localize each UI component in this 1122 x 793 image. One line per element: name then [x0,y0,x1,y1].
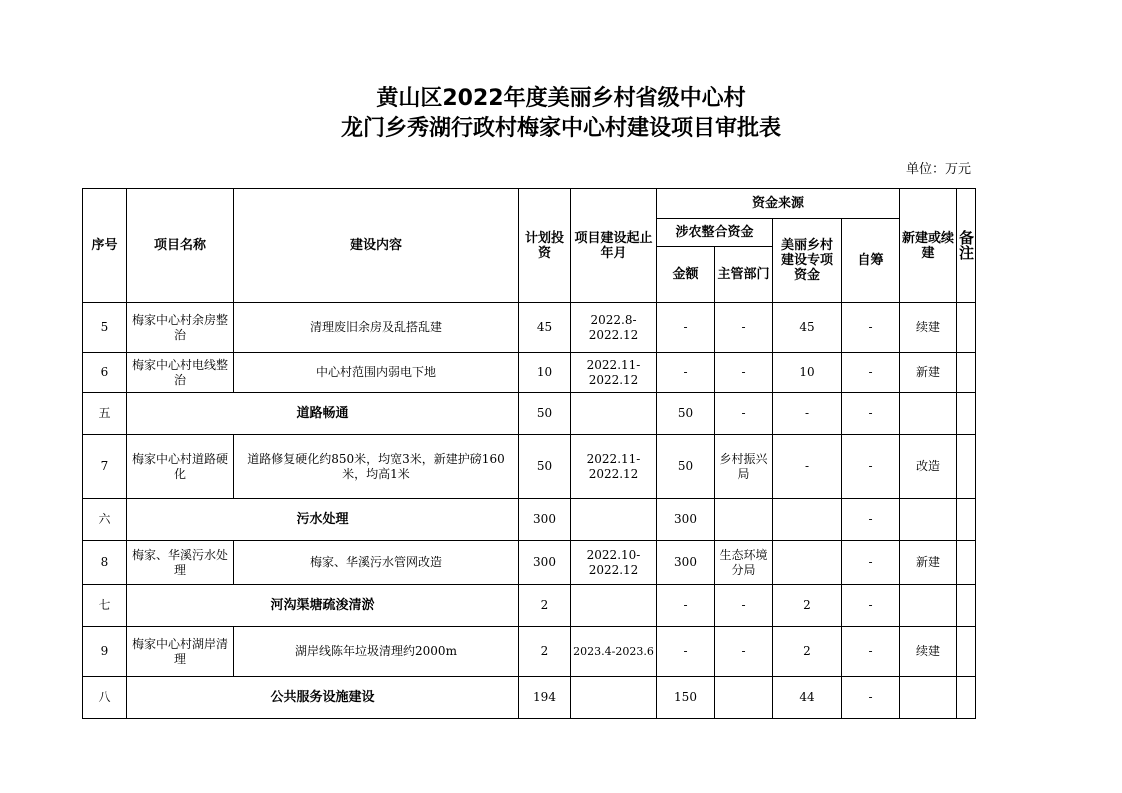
cell-seq: 9 [83,627,127,677]
cell-remark [957,585,976,627]
section-row [83,499,976,541]
cell-name: 梅家中心村余房整治 [127,303,234,353]
cell-type: 新建 [900,541,957,585]
cell-amount: 50 [657,435,715,499]
cell-self: - [842,393,900,435]
header-amount: 金额 [657,247,715,303]
header-remarks: 备注 [957,189,976,303]
approval-table [82,188,976,719]
cell-remark [957,499,976,541]
header-dept: 主管部门 [715,247,773,303]
cell-name: 梅家、华溪污水处理 [127,541,234,585]
cell-period [571,499,657,541]
cell-self: - [842,541,900,585]
section-row [83,677,976,719]
cell-period [571,677,657,719]
cell-remark [957,353,976,393]
cell-amount: - [657,585,715,627]
table-row [83,435,976,499]
cell-meili: 10 [773,353,842,393]
cell-type [900,585,957,627]
section-title: 污水处理 [127,499,519,541]
section-title: 道路畅通 [127,393,519,435]
cell-amount: - [657,303,715,353]
cell-dept: 乡村振兴局 [715,435,773,499]
cell-self: - [842,435,900,499]
cell-period: 2023.4-2023.6 [571,627,657,677]
document-title-line1: 黄山区2022年度美丽乡村省级中心村 [376,86,746,111]
cell-meili: - [773,393,842,435]
cell-period [571,393,657,435]
cell-seq: 7 [83,435,127,499]
cell-remark [957,627,976,677]
section-title: 河沟渠塘疏浚清淤 [127,585,519,627]
cell-period: 2022.11-2022.12 [571,353,657,393]
cell-type: 改造 [900,435,957,499]
cell-period [571,585,657,627]
cell-type [900,677,957,719]
cell-seq: 七 [83,585,127,627]
section-title: 公共服务设施建设 [127,677,519,719]
document-title-line2: 龙门乡秀湖行政村梅家中心村建设项目审批表 [340,116,781,141]
cell-meili: 2 [773,627,842,677]
table-row [83,353,976,393]
table-row [83,541,976,585]
cell-meili: 44 [773,677,842,719]
cell-dept [715,677,773,719]
cell-meili [773,499,842,541]
cell-meili: 2 [773,585,842,627]
cell-dept: - [715,393,773,435]
cell-name: 梅家中心村湖岸清理 [127,627,234,677]
cell-content: 清理废旧余房及乱搭乱建 [234,303,519,353]
cell-amount: 300 [657,499,715,541]
cell-amount: - [657,353,715,393]
cell-seq: 6 [83,353,127,393]
cell-meili: 45 [773,303,842,353]
cell-name: 梅家中心村道路硬化 [127,435,234,499]
cell-invest: 50 [519,393,571,435]
cell-content: 道路修复硬化约850米，均宽3米，新建护磅160米，均高1米 [234,435,519,499]
header-seq: 序号 [83,189,127,303]
cell-amount: 300 [657,541,715,585]
cell-name: 梅家中心村电线整治 [127,353,234,393]
header-period: 项目建设起止年月 [571,189,657,303]
cell-invest: 50 [519,435,571,499]
header-self-raised: 自筹 [842,219,900,303]
cell-dept [715,499,773,541]
cell-period: 2022.10-2022.12 [571,541,657,585]
cell-self: - [842,303,900,353]
cell-self: - [842,627,900,677]
cell-type [900,499,957,541]
cell-remark [957,303,976,353]
cell-content: 湖岸线陈年垃圾清理约2000m [234,627,519,677]
cell-invest: 300 [519,541,571,585]
cell-self: - [842,353,900,393]
cell-content: 梅家、华溪污水管网改造 [234,541,519,585]
cell-seq: 五 [83,393,127,435]
table-row [83,627,976,677]
cell-remark [957,541,976,585]
cell-remark [957,393,976,435]
table-row [83,303,976,353]
cell-dept: - [715,353,773,393]
cell-seq: 5 [83,303,127,353]
header-plan-invest: 计划投资 [519,189,571,303]
cell-invest: 194 [519,677,571,719]
cell-content: 中心村范围内弱电下地 [234,353,519,393]
cell-meili [773,541,842,585]
unit-label: 单位：万元 [906,162,972,177]
cell-type: 续建 [900,627,957,677]
cell-remark [957,677,976,719]
header-funding-source: 资金来源 [657,189,900,219]
cell-invest: 300 [519,499,571,541]
header-name: 项目名称 [127,189,234,303]
cell-type: 新建 [900,353,957,393]
cell-type: 续建 [900,303,957,353]
cell-remark [957,435,976,499]
header-agri-fund: 涉农整合资金 [657,219,773,247]
header-new-or-continued: 新建或续建 [900,189,957,303]
section-row [83,393,976,435]
cell-period: 2022.11-2022.12 [571,435,657,499]
cell-type [900,393,957,435]
cell-invest: 10 [519,353,571,393]
cell-self: - [842,585,900,627]
cell-amount: 150 [657,677,715,719]
cell-dept: - [715,585,773,627]
cell-invest: 45 [519,303,571,353]
cell-amount: - [657,627,715,677]
header-meili-fund: 美丽乡村建设专项资金 [773,219,842,303]
cell-dept: 生态环境分局 [715,541,773,585]
cell-dept: - [715,303,773,353]
section-row [83,585,976,627]
cell-self: - [842,499,900,541]
cell-seq: 六 [83,499,127,541]
header-content: 建设内容 [234,189,519,303]
cell-invest: 2 [519,627,571,677]
cell-dept: - [715,627,773,677]
cell-self: - [842,677,900,719]
cell-invest: 2 [519,585,571,627]
cell-seq: 8 [83,541,127,585]
cell-amount: 50 [657,393,715,435]
cell-period: 2022.8-2022.12 [571,303,657,353]
cell-seq: 八 [83,677,127,719]
cell-meili: - [773,435,842,499]
